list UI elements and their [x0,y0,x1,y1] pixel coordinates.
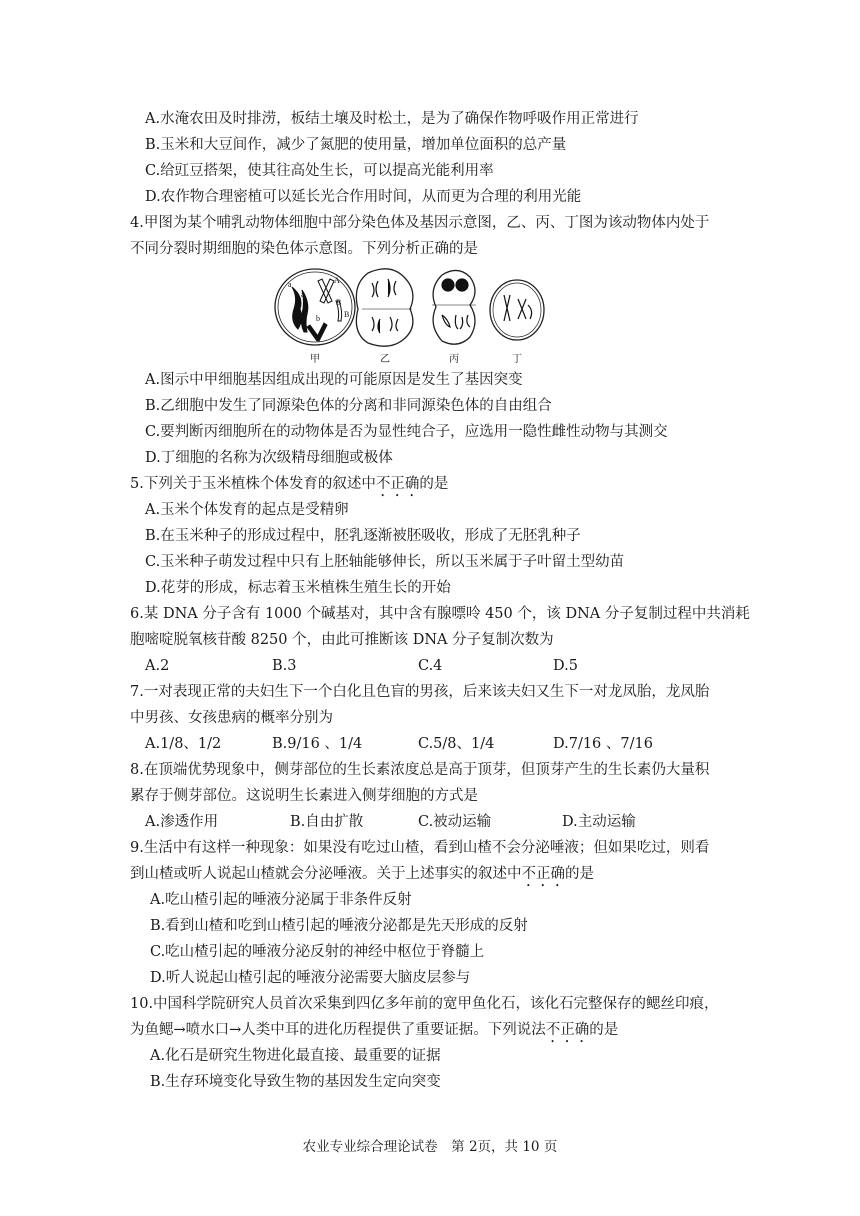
q6-stem-line2: 胞嘧啶脱氧核苷酸 8250 个，由此可推断该 DNA 分子复制次数为 [130,632,554,648]
q3-option-c: C.给豇豆搭架，使其往高处生长，可以提高光能利用率 [145,163,494,179]
q3-option-d: D.农作物合理密植可以延长光合作用时间，从而更为合理的利用光能 [145,189,582,205]
emphasis-not-correct: 不正确 [521,866,565,882]
q4-option-a: A.图示中甲细胞基因组成出现的可能原因是发生了基因突变 [145,372,523,388]
q5-option-d: D.花芽的形成，标志着玉米植株生殖生长的开始 [145,580,451,596]
q4-option-c: C.要判断丙细胞所在的动物体是否为显性纯合子，应选用一隐性雌性动物与其测交 [145,424,668,440]
q10-option-a: A.化石是研究生物进化最直接、最重要的证据 [150,1048,441,1064]
q6-option-d: D.5 [553,658,578,674]
q10-option-b: B.生存环境变化导致生物的基因发生定向突变 [150,1074,441,1090]
q5-option-c: C.玉米种子萌发过程中只有上胚轴能够伸长，所以玉米属于子叶留土型幼苗 [145,554,625,570]
cell-division-figure [272,265,562,365]
q9-option-d: D.听人说起山楂引起的唾液分泌需要大脑皮层参与 [150,970,471,986]
gene-label: a [288,280,292,289]
q3-option-a: A.水淹农田及时排涝，板结土壤及时松土，是为了确保作物呼吸作用正常进行 [145,111,639,127]
q8-stem-line1: 8.在顶端优势现象中，侧芽部位的生长素浓度总是高于顶芽，但顶芽产生的生长素仍大量积 [130,762,710,778]
figure-label-ding: 丁 [512,354,522,365]
emphasis-not-correct: 不正确 [545,1022,590,1038]
q4-stem-line1: 4.甲图为某个哺乳动物体细胞中部分染色体及基因示意图，乙、丙、丁图为该动物体内处于 [130,215,710,231]
q6-option-c: C.4 [418,658,443,674]
gene-label: b [316,314,320,323]
q9-option-a: A.吃山楂引起的唾液分泌属于非条件反射 [150,892,412,908]
q7-option-a: A.1/8、1/2 [145,736,222,752]
cell-yi [356,269,413,346]
cell-bing [433,270,475,344]
figure-label-bing: 丙 [449,354,459,365]
q9-stem-line2: 到山楂或听人说起山楂就会分泌唾液。关于上述事实的叙述中不正确的是 [130,866,594,882]
q4-option-b: B.乙细胞中发生了同源染色体的分离和非同源染色体的自由组合 [145,398,552,414]
q6-stem-line1: 6.某 DNA 分子含有 1000 个碱基对，其中含有腺嘌呤 450 个，该 DNA 分子复制过程中共消耗 [130,606,750,622]
cell-ding [490,280,544,340]
q8-option-b: B.自由扩散 [290,814,364,830]
q8-option-a: A.渗透作用 [145,814,219,830]
q6-option-a: A.2 [145,658,170,674]
q3-option-b: B.玉米和大豆间作，减少了氮肥的使用量，增加单位面积的总产量 [145,137,567,153]
gene-label: B [336,298,342,307]
q4-option-d: D.丁细胞的名称为次级精母细胞或极体 [145,450,393,466]
q8-option-c: C.被动运输 [418,814,492,830]
gene-label: a [301,290,305,299]
figure-label-jia: 甲 [310,354,320,365]
q6-option-b: B.3 [272,658,297,674]
gene-label: A [334,276,340,285]
gene-label: B [344,310,350,319]
q5-option-a: A.玉米个体发育的起点是受精卵 [145,502,349,518]
q7-option-d: D.7/16 、7/16 [553,736,653,752]
q9-option-b: B.看到山楂和吃到山楂引起的唾液分泌都是先天形成的反射 [150,918,528,934]
q7-stem-line2: 中男孩、女孩患病的概率分别为 [130,710,333,726]
emphasis-not-correct: 不正确 [375,476,420,492]
q7-option-b: B.9/16 、1/4 [272,736,363,752]
q7-option-c: C.5/8、1/4 [418,736,495,752]
q8-option-d: D.主动运输 [562,814,636,830]
q4-stem-line2: 不同分裂时期细胞的染色体示意图。下列分析正确的是 [130,241,478,257]
q8-stem-line2: 累存于侧芽部位。这说明生长素进入侧芽细胞的方式是 [130,788,478,804]
q10-stem-line2: 为鱼鳃→喷水口→人类中耳的进化历程提供了重要证据。下列说法不正确的是 [130,1022,619,1038]
q10-stem-line1: 10.中国科学院研究人员首次采集到四亿多年前的宽甲鱼化石，该化石完整保存的鳃丝印痕， [130,996,719,1012]
page-footer: 农业专业综合理论试卷 第 2页，共 10 页 [302,1139,558,1155]
q9-stem-line1: 9.生活中有这样一种现象：如果没有吃过山楂，看到山楂不会分泌唾液；但如果吃过，则看 [130,840,710,856]
q5-option-b: B.在玉米种子的形成过程中，胚乳逐渐被胚吸收，形成了无胚乳种子 [145,528,581,544]
q7-stem-line1: 7.一对表现正常的夫妇生下一个白化且色盲的男孩，后来该夫妇又生下一对龙凤胎，龙凤胎 [130,684,710,700]
figure-label-yi: 乙 [380,354,390,365]
q9-option-c: C.吃山楂引起的唾液分泌反射的神经中枢位于脊髓上 [150,944,485,960]
q5-stem: 5.下列关于玉米植株个体发育的叙述中不正确的是 [130,476,449,492]
